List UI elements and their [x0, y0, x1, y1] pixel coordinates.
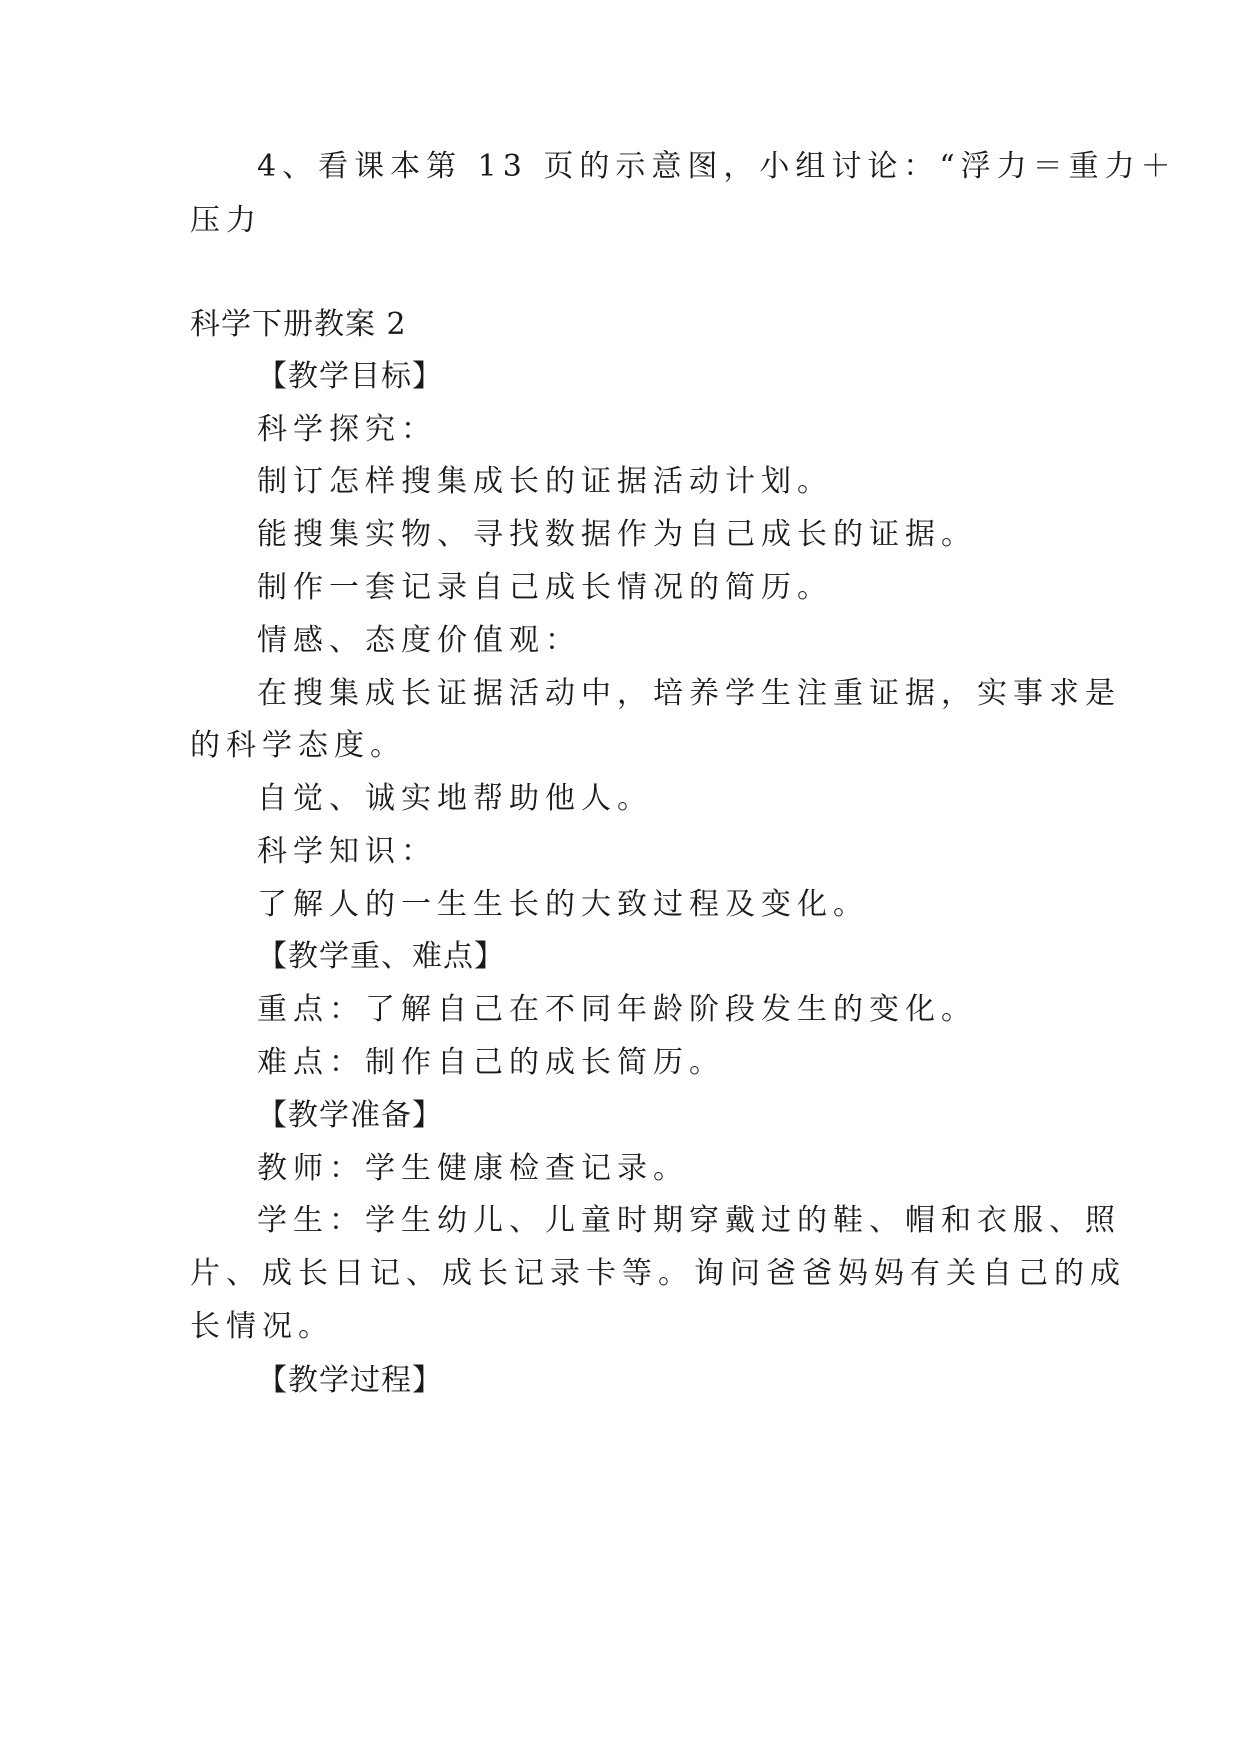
difficult-point: 难点：制作自己的成长简历。 [257, 1045, 725, 1080]
student-prep-line-1: 学生：学生幼儿、儿童时期穿戴过的鞋、帽和衣服、照 [257, 1203, 1121, 1238]
objectives-heading: 【教学目标】 [257, 359, 443, 394]
student-prep-line-3: 长情况。 [190, 1309, 334, 1344]
knowledge-label: 科学知识： [257, 834, 437, 869]
paragraph-4-line-2: 压力 [190, 203, 262, 238]
attitude-item-2: 自觉、诚实地帮助他人。 [257, 781, 653, 816]
science-inquiry-label: 科学探究： [257, 412, 437, 447]
knowledge-item: 了解人的一生生长的大致过程及变化。 [257, 887, 869, 922]
paragraph-4-line-1: 4、看课本第 13 页的示意图，小组讨论：“浮力＝重力＋ [257, 149, 1177, 184]
teacher-prep: 教师：学生健康检查记录。 [257, 1151, 689, 1186]
inquiry-item-2: 能搜集实物、寻找数据作为自己成长的证据。 [257, 517, 977, 552]
preparation-heading: 【教学准备】 [257, 1098, 443, 1133]
section-title: 科学下册教案 2 [190, 307, 407, 342]
attitude-para-line-2: 的科学态度。 [190, 728, 406, 763]
inquiry-item-1: 制订怎样搜集成长的证据活动计划。 [257, 464, 833, 499]
attitude-para-line-1: 在搜集成长证据活动中，培养学生注重证据，实事求是 [257, 676, 1121, 711]
student-prep-line-2: 片、成长日记、成长记录卡等。询问爸爸妈妈有关自己的成 [190, 1256, 1126, 1291]
attitude-label: 情感、态度价值观： [257, 623, 581, 658]
key-point: 重点：了解自己在不同年龄阶段发生的变化。 [257, 992, 977, 1027]
inquiry-item-3: 制作一套记录自己成长情况的简历。 [257, 570, 833, 605]
key-points-heading: 【教学重、难点】 [257, 939, 505, 974]
process-heading: 【教学过程】 [257, 1363, 443, 1398]
